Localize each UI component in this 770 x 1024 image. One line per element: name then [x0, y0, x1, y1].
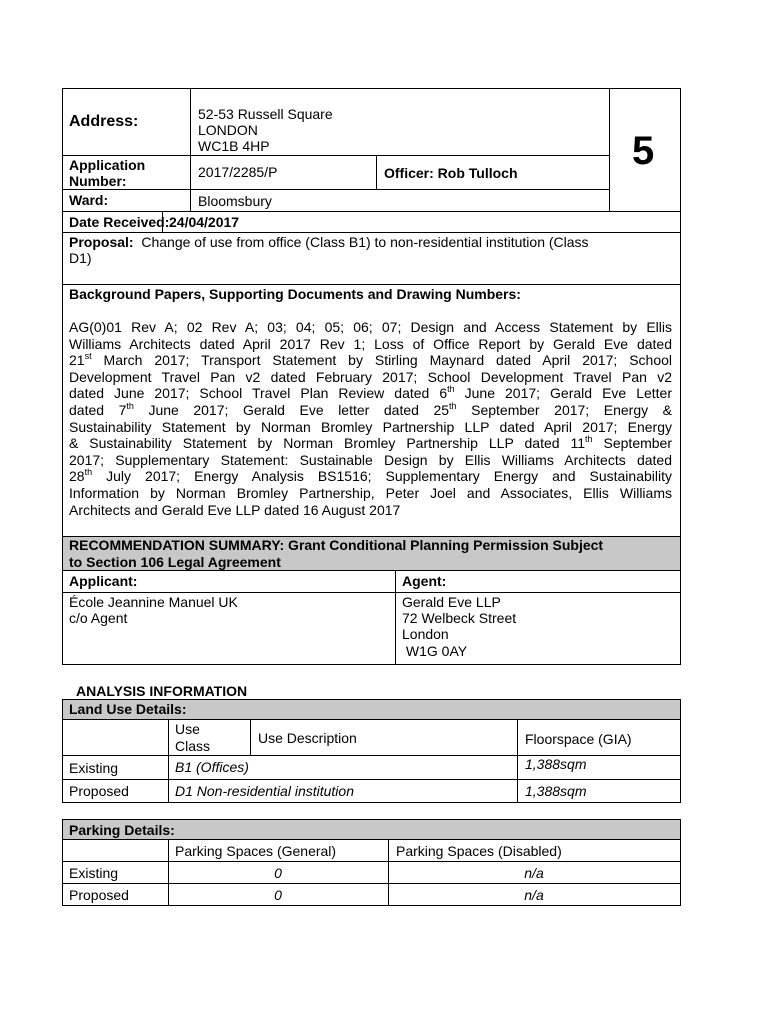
line-text: July 2017; Energy Analysis BS1516; Supplementary Energy and Sustainability	[92, 468, 672, 485]
col-floorspace: Floorspace (GIA)	[525, 731, 632, 747]
background-paragraph	[69, 319, 672, 518]
applicant-label: Applicant:	[69, 573, 138, 589]
line-text: AG(0)01 Rev A; 02 Rev A; 03; 04; 05; 06; 07; Design and Access Statement by Ellis	[69, 319, 672, 335]
proposal-label: Proposal:	[69, 234, 134, 250]
background-line	[69, 502, 672, 519]
col-parking-general: Parking Spaces (General)	[175, 843, 337, 859]
application-number-label-2: Number:	[69, 173, 127, 189]
item-number: 5	[632, 129, 655, 173]
line-text: March 2017; Transport Statement by Stirling Maynard dated April 2017; School	[91, 352, 672, 369]
parking-row-label: Proposed	[69, 887, 129, 903]
line-text: 2017; Supplementary Statement: Sustainable Design by Ellis Williams Architects dated	[69, 451, 672, 468]
application-number: 2017/2285/P	[198, 164, 278, 180]
land-use-row-use: B1 (Offices)	[175, 759, 249, 775]
date-received-label: Date Received:	[69, 214, 170, 230]
proposal-line-2: D1)	[69, 250, 92, 266]
land-use-row-floorspace: 1,388sqm	[525, 783, 587, 799]
land-use-row-label: Proposed	[69, 783, 129, 799]
land-use-row-floorspace: 1,388sqm	[525, 756, 587, 772]
superscript: st	[84, 351, 92, 362]
background-line	[69, 319, 672, 336]
col-use-class-2: Class	[175, 738, 211, 754]
land-use-heading: Land Use Details:	[69, 701, 187, 717]
background-line	[69, 385, 672, 402]
applicant-line-1: École Jeannine Manuel UK	[69, 594, 238, 610]
background-line	[69, 352, 672, 369]
agent-label: Agent:	[402, 573, 447, 589]
background-line	[69, 452, 672, 469]
line-text: Development Travel Pan v2 dated February 2017; School Development Travel Pan v2	[69, 368, 672, 385]
agent-line-3: London	[402, 626, 449, 642]
line-text: September 2017; Energy &	[456, 401, 672, 418]
officer: Officer: Rob Tulloch	[384, 165, 518, 181]
line-text: 28	[69, 468, 85, 485]
background-line	[69, 468, 672, 485]
superscript: th	[84, 467, 93, 478]
line-text: 21	[69, 352, 85, 369]
agent-line-4: W1G 0AY	[402, 643, 468, 659]
line-text: Williams Architects dated April 2017 Rev 1; Loss of Office Report by Gerald Eve dated	[69, 335, 672, 352]
col-use-class-1: Use	[175, 721, 200, 737]
address-line-2: LONDON	[198, 122, 258, 138]
line-text: June 2017; Gerald Eve letter dated 25	[133, 401, 450, 418]
application-number-label-1: Application	[69, 157, 146, 173]
agent-line-2: 72 Welbeck Street	[402, 610, 517, 626]
background-line	[69, 336, 672, 353]
land-use-row-use: D1 Non-residential institution	[175, 783, 354, 799]
date-received-value: 24/04/2017	[169, 214, 240, 230]
col-use-description: Use Description	[258, 730, 357, 746]
recommendation-line-2: to Section 106 Legal Agreement	[69, 554, 281, 570]
ward-label: Ward:	[69, 192, 109, 208]
line-text: dated June 2017; School Travel Plan Review dated 6	[69, 385, 448, 402]
line-text: dated 7	[69, 401, 127, 418]
background-line	[69, 435, 672, 452]
line-text: Sustainability Statement by Norman Bromley Partnership LLP dated April 2017; Energy	[69, 418, 672, 435]
superscript: th	[126, 400, 134, 411]
recommendation-line-1: RECOMMENDATION SUMMARY: Grant Conditional Planning Permission Subject	[69, 537, 604, 553]
line-text: & Sustainability Statement by Norman Bromley Partnership LLP dated 11	[69, 435, 586, 452]
background-line	[69, 369, 672, 386]
line-text: Information by Norman Bromley Partnership, Peter Joel and Associates, Ellis Williams	[69, 484, 672, 501]
analysis-title: ANALYSIS INFORMATION	[76, 683, 248, 699]
ward-value: Bloomsbury	[198, 193, 272, 209]
line-text: June 2017; Gerald Eve Letter	[454, 385, 672, 402]
superscript: th	[449, 400, 457, 411]
parking-row-general: 0	[274, 887, 282, 903]
agent-line-1: Gerald Eve LLP	[402, 594, 501, 610]
parking-heading: Parking Details:	[69, 822, 175, 838]
parking-row-label: Existing	[69, 865, 119, 881]
land-use-row-label: Existing	[69, 760, 119, 776]
superscript: th	[585, 434, 593, 445]
background-line	[69, 402, 672, 419]
background-heading: Background Papers, Supporting Documents and Drawing Numbers:	[69, 286, 521, 302]
address-label: Address:	[69, 113, 139, 130]
line-text: Architects and Gerald Eve LLP dated 16 August 2017	[69, 501, 401, 518]
proposal-line-1	[69, 234, 589, 250]
address-line-3: WC1B 4HP	[198, 138, 270, 154]
superscript: th	[447, 384, 455, 395]
parking-row-general: 0	[274, 865, 282, 881]
col-parking-disabled: Parking Spaces (Disabled)	[396, 843, 562, 859]
background-line	[69, 485, 672, 502]
proposal-text: Change of use from office (Class B1) to non-residential institution (Class	[141, 234, 589, 250]
background-line	[69, 419, 672, 436]
parking-row-disabled: n/a	[524, 865, 544, 881]
parking-row-disabled: n/a	[524, 887, 544, 903]
applicant-line-2: c/o Agent	[69, 610, 128, 626]
line-text: September	[592, 435, 673, 452]
address-line-1: 52-53 Russell Square	[198, 106, 333, 122]
